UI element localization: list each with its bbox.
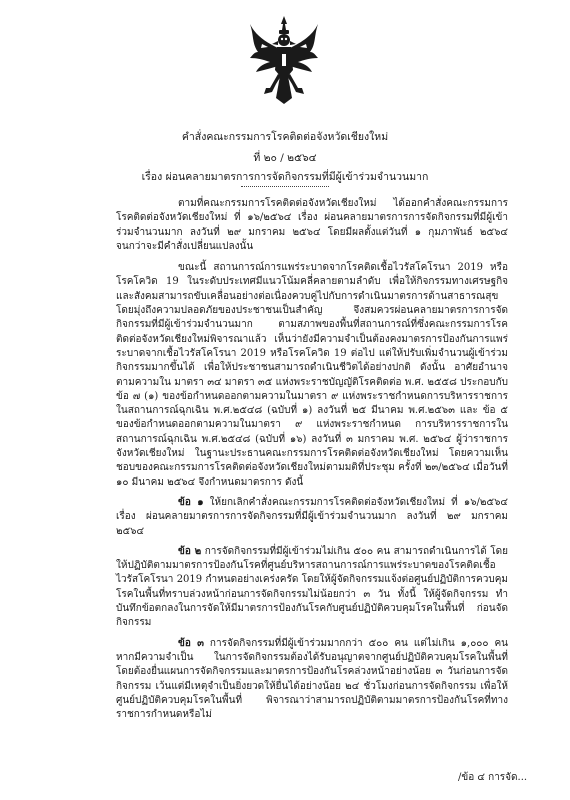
separator-dots xyxy=(241,186,329,187)
order-body xyxy=(116,197,508,728)
order-subject: เรื่อง ผ่อนคลายมาตรการการจัดกิจกรรมที่มีผู้เข้าร่วมจำนวนมาก xyxy=(141,171,429,183)
clause-2-heading: ข้อ ๒ xyxy=(178,545,202,557)
clause-1 xyxy=(116,496,508,539)
clause-3-text: การจัดกิจกรรมที่มีผู้เข้าร่วมมากกว่า ๕๐๐ คน แต่ไม่เกิน ๑,๐๐๐ คน หากมีความจำเป็น ในการจัดกิจกรรมต้องได้รับอนุญาตจากศูนย์ปฏิบัติควบคุมโรคในพื้นที่ โดยต้องยื่นแผนการจัดกิจกรรมและมาตรการป้องกันโรคล่วงหน้าอย่างน้อย ๓ วันก่อนการจัดกิจกรรม เว้นแต่มีเหตุจำเป็นยิ่งยวดให้ยื่นได้อย่างน้อย ๒๔ ชั่วโมงก่อนการจัดกิจกรรม เพื่อให้ศูนย์ปฏิบัติควบคุมโรคในพื้นที่ พิจารณาว่าสามารถปฏิบัติตามมาตรการป้องกันโรคที่ทางราชการกำหนดหรือไม่ xyxy=(116,637,508,721)
garuda-emblem-icon xyxy=(248,14,320,106)
order-number: ที่ ๒๐ / ๒๕๖๔ xyxy=(253,152,317,164)
clause-2-text: การจัดกิจกรรมที่มีผู้เข้าร่วมไม่เกิน ๕๐๐ คน สามารถดำเนินการได้ โดยให้ปฏิบัติตามมาตรการป้องกันโรคที่ศูนย์บริหารสถานการณ์การแพร่ระบาดของโรคติดเชื้อไวรัสโคโรนา 2019 กำหนดอย่างเคร่งครัด โดยให้ผู้จัดกิจกรรมแจ้งต่อศูนย์ปฏิบัติการควบคุมโรคในพื้นที่ทราบล่วงหน้าก่อนการจัดกิจกรรมไม่น้อยกว่า ๓ วัน ทั้งนี้ ให้ผู้จัดกิจกรรม ทำบันทึกข้อตกลงในการจัดให้มีมาตรการป้องกันโรคกับศูนย์ปฏิบัติควบคุมโรคในพื้นที่ ก่อนจัดกิจกรรม xyxy=(116,545,509,629)
continuation-note: /ข้อ ๔ การจัด... xyxy=(458,772,528,783)
rationale-paragraph: ขณะนี้ สถานการณ์การแพร่ระบาดจากโรคติดเชื้อไวรัสโคโรนา 2019 หรือโรคโควิด 19 ในระดับประเทศมีแนวโน้มคลี่คลายตามลำดับ เพื่อให้กิจกรรมทางเศรษฐกิจและสังคมสามารถขับเคลื่อนอย่างต่อเนื่องควบคู่ไปกับการดำเนินมาตรการด้านสาธารณสุขโดยมุ่งถึงความปลอดภัยของประชาชนเป็นสำคัญ จึงสมควรผ่อนคลายมาตรการการจัดกิจกรรมที่มีผู้เข้าร่วมจำนวนมาก ตามสภาพของพื้นที่สถานการณ์ที่ซึ่งคณะกรรมการโรคติดต่อจังหวัดเชียงใหม่พิจารณาแล้ว เห็นว่ายังมีความจำเป็นต้องคงมาตรการป้องกันการแพร่ระบาดจากเชื้อไวรัสโคโรนา 2019 หรือโรคโควิด 19 ต่อไป แต่ให้ปรับเพิ่มจำนวนผู้เข้าร่วมกิจกรรมมากขึ้นได้ เพื่อให้ประชาชนสามารถดำเนินชีวิตได้อย่างปกติ ดังนั้น อาศัยอำนาจตามความใน มาตรา ๓๔ มาตรา ๓๕ แห่งพระราชบัญญัติโรคติดต่อ พ.ศ. ๒๕๕๘ ประกอบกับข้อ ๗ (๑) ของข้อกำหนดออกตามความในมาตรา ๙ แห่งพระราชกำหนดการบริหารราชการในสถานการณ์ฉุกเฉิน พ.ศ.๒๕๔๘ (ฉบับที่ ๑) ลงวันที่ ๒๕ มีนาคม พ.ศ.๒๕๖๓ และ ข้อ ๕ ของข้อกำหนดออกตามความในมาตรา ๙ แห่งพระราชกำหนด การบริหารราชการในสถานการณ์ฉุกเฉิน พ.ศ.๒๕๔๘ (ฉบับที่ ๑๖) ลงวันที่ ๓ มกราคม พ.ศ. ๒๕๖๔ ผู้ว่าราชการจังหวัดเชียงใหม่ ในฐานะประธานคณะกรรมการโรคติดต่อจังหวัดเชียงใหม่ โดยความเห็นชอบของคณะกรรมการโรคติดต่อจังหวัดเชียงใหม่ตามมติที่ประชุม ครั้งที่ ๒๓/๒๕๖๔ เมื่อวันที่ ๑๐ มีนาคม ๒๕๖๔ จึงกำหนดมาตรการ ดังนี้ xyxy=(116,262,508,488)
preamble-paragraph: ตามที่คณะกรรมการโรคติดต่อจังหวัดเชียงใหม่ ได้ออกคำสั่งคณะกรรมการโรคติดต่อจังหวัดเชียงใหม่ ที่ ๑๖/๒๕๖๔ เรื่อง ผ่อนคลายมาตรการการจัดกิจกรรมที่มีผู้เข้าร่วมจำนวนมาก ลงวันที่ ๒๙ มกราคม ๒๕๖๔ โดยมีผลตั้งแต่วันที่ ๑ กุมภาพันธ์ ๒๕๖๔ จนกว่าจะมีคำสั่งเปลี่ยนแปลงนั้น xyxy=(116,198,508,252)
clause-2 xyxy=(116,545,508,631)
clause-1-text: ให้ยกเลิกคำสั่งคณะกรรมการโรคติดต่อจังหวัดเชียงใหม่ ที่ ๑๖/๒๕๖๔ เรื่อง ผ่อนคลายมาตรการการจัดกิจกรรมที่มีผู้เข้าร่วมจำนวนมาก ลงวันที่ ๒๙ มกราคม ๒๕๖๔ xyxy=(116,496,508,537)
clause-1-heading: ข้อ ๑ xyxy=(178,496,204,508)
clause-3-heading: ข้อ ๓ xyxy=(178,637,204,649)
clause-3 xyxy=(116,637,508,723)
issuer-title: คำสั่งคณะกรรมการโรคติดต่อจังหวัดเชียงใหม่ xyxy=(181,131,389,143)
